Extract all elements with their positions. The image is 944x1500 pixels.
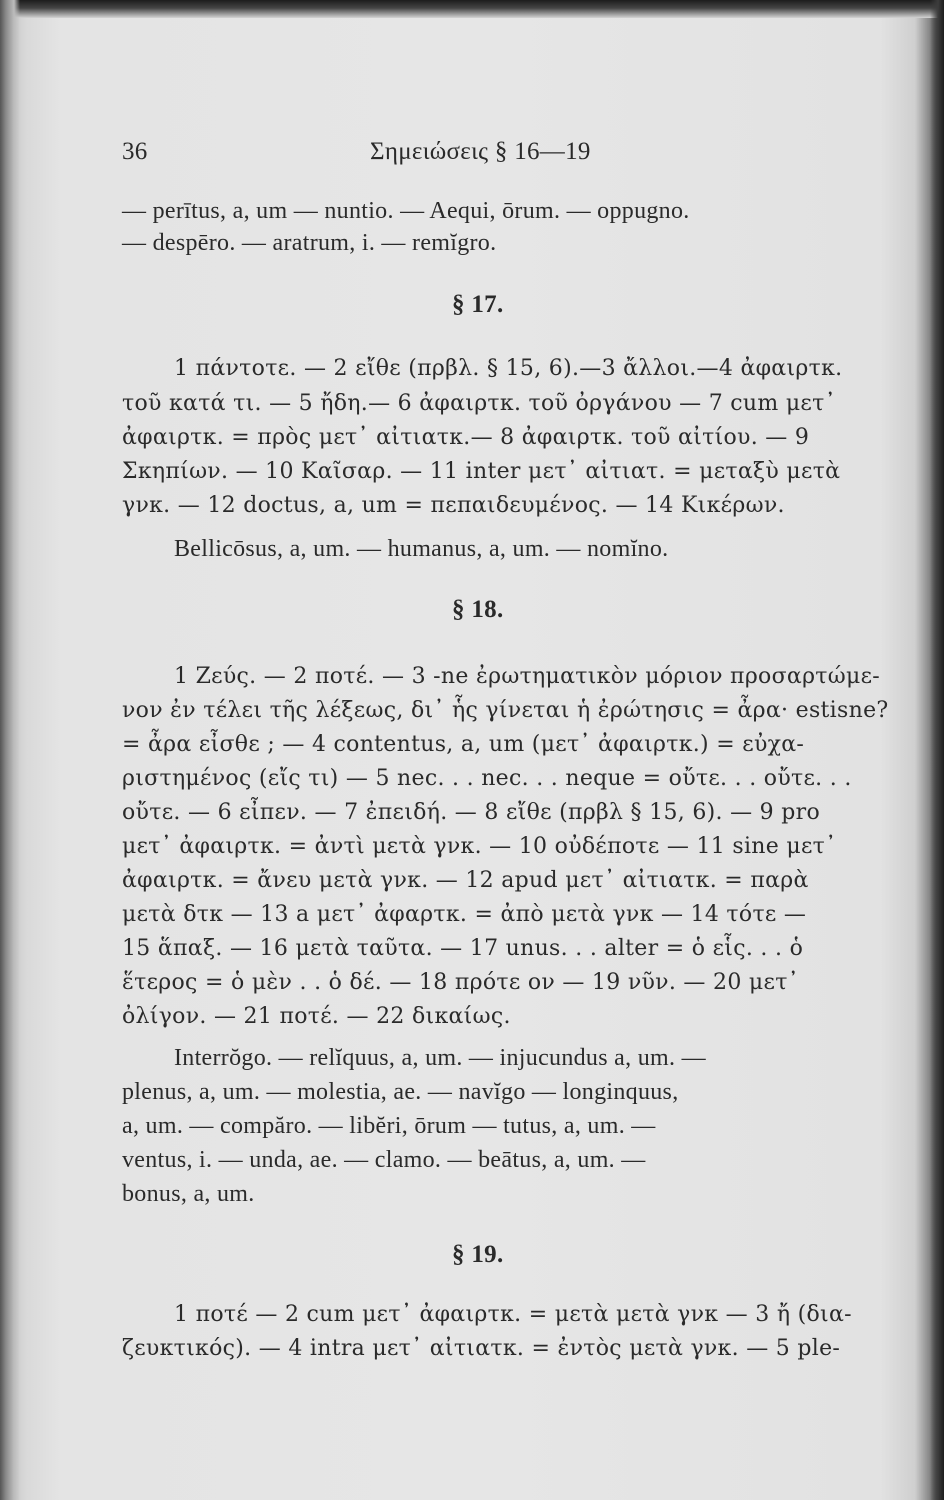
s18-vocab-line: Interrŏgo. — relĭquus, a, um. — injucundus a, um. —: [174, 1045, 706, 1071]
page-binding-shadow: [0, 0, 20, 1500]
s18-vocab-line: ventus, i. — unda, ae. — clamo. — beātus, a, um. —: [122, 1147, 646, 1173]
s17-line: ἀφαιρτκ. = πρὸς μετ᾽ αἰτιατκ.— 8 ἀφαιρτκ. τοῦ αἰτίου. — 9: [122, 425, 810, 450]
s17-line: 1 πάντοτε. — 2 εἴθε (πρβλ. § 15, 6).—3 ἄλλοι.—4 ἀφαιρτκ.: [174, 356, 843, 381]
s18-line: οὔτε. — 6 εἶπεν. — 7 ἐπειδή. — 8 εἴθε (πρβλ § 15, 6). — 9 pro: [122, 800, 821, 825]
s18-line: μετὰ δτκ — 13 a μετ᾽ ἀφαρτκ. = ἀπὸ μετὰ γνκ — 14 τότε —: [122, 902, 807, 927]
s18-line: ὀλίγον. — 21 ποτέ. — 22 δικαίως.: [122, 1004, 511, 1029]
s18-line: νον ἐν τέλει τῆς λέξεως, δι᾽ ἧς γίνεται ἡ ἐρώτησις = ἆρα· estisne?: [122, 698, 889, 723]
page-right-edge: [930, 0, 944, 1500]
s18-vocab-line: bonus, a, um.: [122, 1181, 255, 1207]
s18-vocab-line: plenus, a, um. — molestia, ae. — navĭgo — longinquus,: [122, 1079, 679, 1105]
section-heading-19: § 19.: [452, 1241, 504, 1268]
s17-line: γνκ. — 12 doctus, a, um = πεπαιδευμένος. — 14 Κικέρων.: [122, 493, 785, 518]
s18-line: ἀφαιρτκ. = ἄνευ μετὰ γνκ. — 12 apud μετ᾽ αἰτιατκ. = παρὰ: [122, 868, 809, 893]
page-top-edge: [0, 0, 944, 18]
s18-line: ριστημένος (εἴς τι) — 5 nec. . . nec. . . neque = οὔτε. . . οὔτε. . .: [122, 766, 852, 791]
s18-line: μετ᾽ ἀφαιρτκ. = ἀντὶ μετὰ γνκ. — 10 οὐδέποτε — 11 sine μετ᾽: [122, 834, 837, 859]
s18-line: 15 ἅπαξ. — 16 μετὰ ταῦτα. — 17 unus. . . alter = ὁ εἷς. . . ὁ: [122, 936, 804, 961]
s18-vocab-line: a, um. — compăro. — libĕri, ōrum — tutus, a, um. —: [122, 1113, 656, 1139]
s17-vocab-line: Bellicōsus, a, um. — humanus, a, um. — nomĭno.: [174, 536, 669, 562]
running-title: Σημειώσεις § 16—19: [370, 138, 591, 165]
section-heading-17: § 17.: [452, 291, 504, 318]
s18-line: = ἆρα εἶσθε ; — 4 contentus, a, um (μετ᾽ ἀφαιρτκ.) = εὐχα-: [122, 732, 805, 757]
s16-line: — despēro. — aratrum, i. — remĭgro.: [122, 230, 497, 256]
s17-line: Σκηπίων. — 10 Καῖσαρ. — 11 inter μετ᾽ αἰτιατ. = μεταξὺ μετὰ: [122, 459, 841, 484]
page-number: 36: [122, 138, 148, 165]
s19-line: ζευκτικός). — 4 intra μετ᾽ αἰτιατκ. = ἐντὸς μετὰ γνκ. — 5 ple-: [122, 1336, 841, 1361]
s17-line: τοῦ κατά τι. — 5 ἤδη.— 6 ἀφαιρτκ. τοῦ ὀργάνου — 7 cum μετ᾽: [122, 391, 836, 416]
s18-line: 1 Ζεύς. — 2 ποτέ. — 3 -ne ἐρωτηματικὸν μόριον προσαρτώμε-: [174, 664, 881, 689]
s16-line: — perītus, a, um — nuntio. — Aequi, ōrum. — oppugno.: [122, 198, 690, 224]
s19-line: 1 ποτέ — 2 cum μετ᾽ ἀφαιρτκ. = μετὰ μετὰ γνκ — 3 ἤ (δια-: [174, 1302, 852, 1327]
section-heading-18: § 18.: [452, 596, 504, 623]
s18-line: ἕτερος = ὁ μὲν . . ὁ δέ. — 18 πρότε ον — 19 νῦν. — 20 μετ᾽: [122, 970, 799, 995]
